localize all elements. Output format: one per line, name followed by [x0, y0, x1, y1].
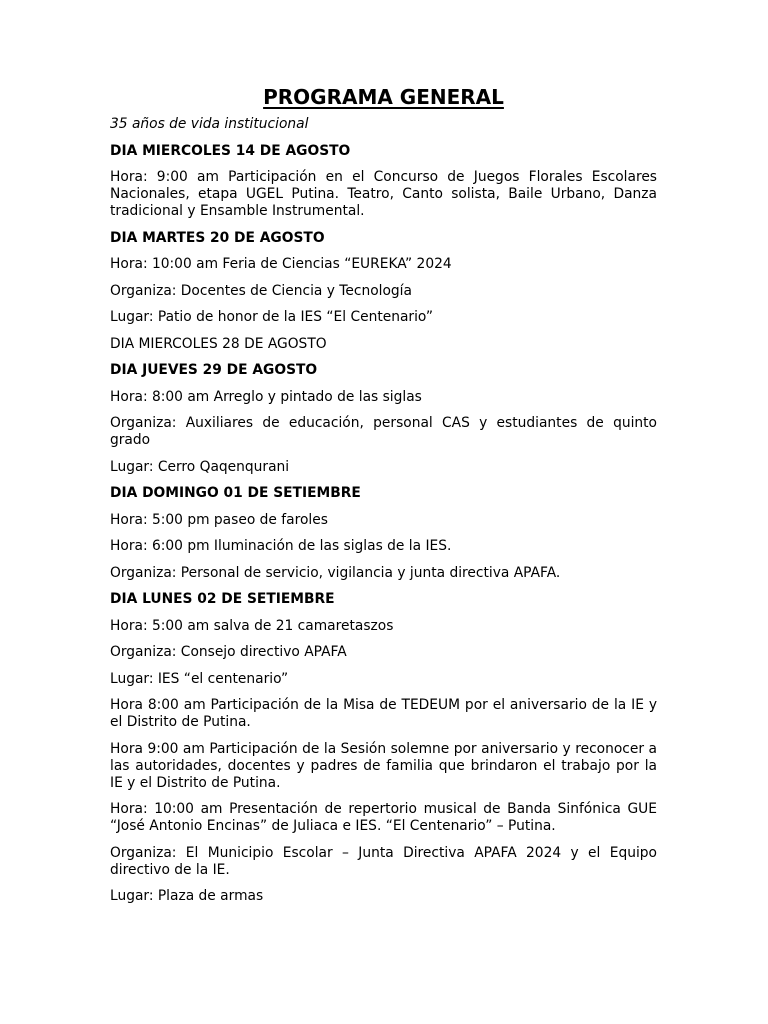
schedule-paragraph: Organiza: Consejo directivo APAFA — [110, 644, 347, 660]
schedule-paragraph: Hora: 10:00 am Feria de Ciencias “EUREKA” 2024 — [110, 256, 452, 272]
schedule-paragraph: Hora: 10:00 am Presentación de repertorio musical de Banda Sinfónica GUE “José Antonio Encinas” de Juliaca e IES. “El Centenario” – Putina. — [110, 801, 657, 834]
schedule-paragraph: Lugar: Patio de honor de la IES “El Centenario” — [110, 309, 434, 325]
day-heading: DIA MIERCOLES 14 DE AGOSTO — [110, 142, 351, 159]
document-body — [110, 116, 657, 905]
schedule-paragraph: Hora 8:00 am Participación de la Misa de TEDEUM por el aniversario de la IE y el Distrito de Putina. — [110, 697, 657, 730]
day-heading: DIA JUEVES 29 DE AGOSTO — [110, 362, 318, 378]
schedule-paragraph: DIA MIERCOLES 28 DE AGOSTO — [110, 335, 327, 352]
document-page — [110, 84, 657, 915]
schedule-paragraph: Organiza: Docentes de Ciencia y Tecnología — [110, 282, 412, 299]
schedule-paragraph: Hora: 8:00 am Arreglo y pintado de las siglas — [110, 388, 422, 405]
schedule-paragraph: Hora: 6:00 pm Iluminación de las siglas de la IES. — [110, 538, 452, 554]
schedule-paragraph: Organiza: Auxiliares de educación, personal CAS y estudiantes de quinto grado — [110, 415, 657, 448]
document-title: PROGRAMA GENERAL — [263, 85, 504, 109]
schedule-paragraph: Lugar: Cerro Qaqenqurani — [110, 458, 290, 475]
schedule-paragraph: Hora: 5:00 pm paseo de faroles — [110, 511, 328, 528]
schedule-paragraph: Organiza: Personal de servicio, vigilancia y junta directiva APAFA. — [110, 564, 561, 581]
schedule-paragraph: Lugar: IES “el centenario” — [110, 670, 289, 687]
schedule-paragraph: Lugar: Plaza de armas — [110, 888, 264, 904]
schedule-paragraph: Hora 9:00 am Participación de la Sesión solemne por aniversario y reconocer a las autoridades, docentes y padres de familia que brindaron el trabajo por la IE y el Distrito de Putina. — [110, 740, 657, 791]
schedule-paragraph: Hora: 9:00 am Participación en el Concurso de Juegos Florales Escolares Nacionales, etapa UGEL Putina. Teatro, Canto solista, Baile Urbano, Danza tradicional y Ensamble Instrumental. — [110, 169, 657, 219]
schedule-paragraph: Hora: 5:00 am salva de 21 camaretaszos — [110, 617, 394, 634]
schedule-paragraph: Organiza: El Municipio Escolar – Junta Directiva APAFA 2024 y el Equipo directivo de la IE. — [110, 844, 657, 878]
day-heading: DIA MARTES 20 DE AGOSTO — [110, 229, 325, 246]
subtitle: 35 años de vida institucional — [110, 116, 309, 132]
day-heading: DIA LUNES 02 DE SETIEMBRE — [110, 591, 335, 607]
day-heading: DIA DOMINGO 01 DE SETIEMBRE — [110, 485, 361, 501]
